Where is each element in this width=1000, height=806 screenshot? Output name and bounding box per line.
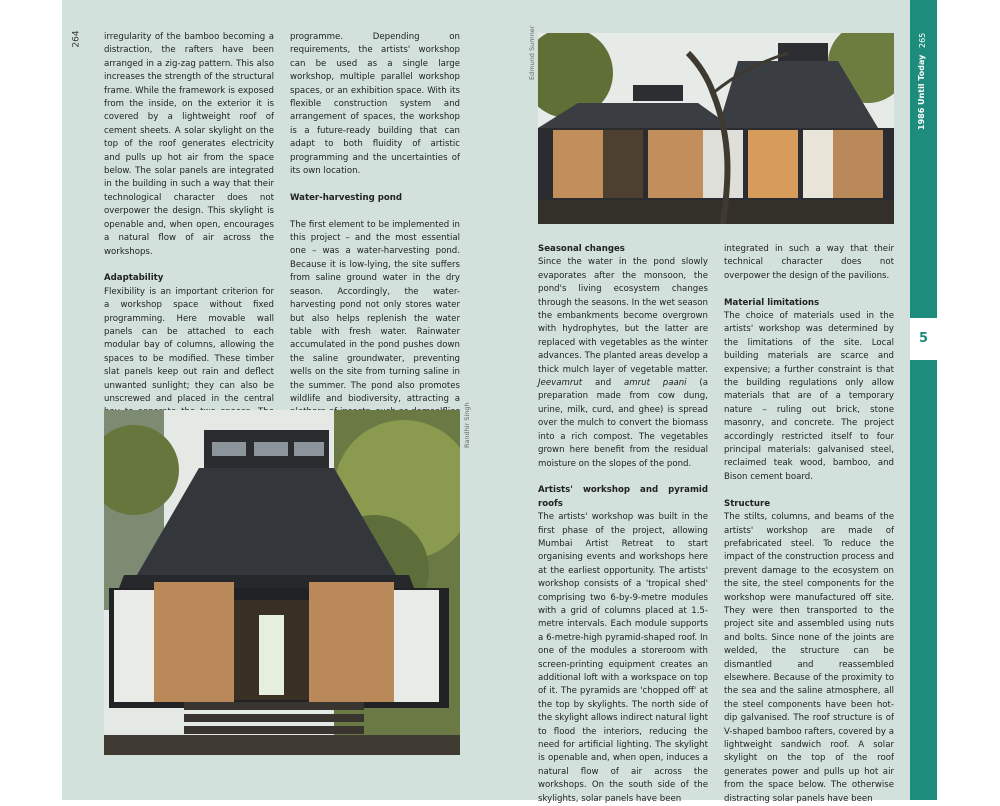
paragraph: programme. Depending on requirements, the artists' workshop can be used as a single large workshop, multiple parallel workshop spaces, or an exhibition space. With its flexible construction system and arrangement of spaces, the workshop is a future-ready building that can adapt to both fluidity of artistic programming and the uncertainties of its own location. [290,32,460,177]
text-column-4 [724,243,894,806]
term-jeevamrut: Jeevamrut [538,378,583,389]
paragraph: integrated in such a way that their technical character does not overpower the design of the pavilions. [724,244,894,281]
heading-water-harvesting: Water-harvesting pond [290,192,403,203]
page-number-right: 265 [918,32,927,48]
text-column-3 [538,243,708,806]
paragraph: Flexibility is an important criterion for a workshop space without fixed programming. Here movable wall panels can be attached to each modular bay of columns, allowing the spaces to be modified. These timber slat panels keep out rain and deflect unwanted sunlight; they can also be unscrewed and placed in the central [104,286,274,404]
photo-credit-left: Randhir Singh [463,402,471,448]
photo-credit-right: Edmund Sumner [528,25,536,80]
page-number-left: 264 [71,30,82,48]
text-column-2 [290,31,460,447]
workshop-photo-side [538,33,894,224]
heading-material-limitations: Material limitations [724,297,820,308]
chapter-label: 1986 Until Today [917,54,926,130]
workshop-photo-front [104,410,460,755]
text-column-1 [104,31,274,460]
paragraph: Since the water in the pond slowly evaporates after the monsoon, the pond's living ecosystem changes through the seasons. In the wet season the embankments become overgrown with hydrophytes, but the latter are replaced with vegetables as the winter advances. The planted areas develop a thick mulch layer of vegetable matter. Jeevamrut and amrut paani (a preparation made from cow dung, urine, milk, curd, and ghee) is spread over the mulch to convert the biomass into a rich compost. The vegetables grown here benefit from the residual moisture on the slopes of the pond. [538,257,708,469]
term-amrut-paani: amrut paani [623,378,687,389]
paragraph: irregularity of the bamboo becoming a distraction, the rafters have been arranged in a zig-zag pattern. This also increases the strength of the structural frame. While the framework is exposed from the inside, on the exterior it is covered by a lightweight roof of cement sheets. A solar skylight on the top of the roof generates electricity and pulls up hot air from the space below. The solar panels are integrated in the building in such a way that their technological character does not overpower the design. This skylight is openable and, when open, encourages a natural flow of air across the workshops. [104,32,274,257]
paragraph: The artists' workshop was built in the first phase of the project, allowing Mumbai Artist Retreat to start organising events and workshops here at the earliest opportunity. The artists' workshop consists of a 'tropical shed' comprising two 6-by-9-metre modules with a grid of columns placed at 1.5-metre intervals. Each module supports a 6-metre-high pyramid-shaped roof. In one of the modules a storeroom with screen-printing equipment creates an additional loft with a workspace on top of it. The pyramids are 'chopped off' at the top by skylights. The north side of the skylight allows indirect natural light to flood the interiors, reducing the need for artificial lighting. The skylight is openable and, when open, induces a natural flow of air across the workshops. On the south side of the skylights, solar panels have been [538,512,709,804]
heading-seasonal-changes: Seasonal changes [538,244,625,254]
heading-adaptability: Adaptability [104,273,164,284]
paragraph: The choice of materials used in the artists' workshop was determined by the limitations of the site. Local building materials are scarce and expensive; a further constraint is that the building regulations only allow materials that are of a temporary nature – ruling out brick, stone masonry, and concrete. The project accordingly restricted itself to four principal materials: galvanised steel, reclaimed teak wood, bamboo, and Bison cement board. [724,311,894,482]
heading-artists-workshop: Artists' workshop and pyramid roofs [538,485,708,509]
heading-structure: Structure [724,498,771,509]
paragraph: The first element to be implemented in this project – and the most essential one – was a water-harvesting pond. Because it is low-lying, the site suffers from saline ground water in the dry season. Accordingly, the water-harvesting pond not only stores water but also helps replenish the water table with fresh water. Rainwater accumulated in the pond pushes down the saline groundwater, preventing wells on the site from turning saline in the summer. The pond also promotes wildlife and biodiversity, attracting a [290,219,460,404]
paragraph: The stilts, columns, and beams of the artists' workshop are made of prefabricated steel. To reduce the impact of the construction process and prevent damage to the ecosystem on the site, the steel components for the workshop were manufactured off site. They were then transported to the project site and assembled using nuts and bolts. Since none of the joints are welded, the structure can be dismantled and reassembled elsewhere. Because of the proximity to the sea and the saline atmosphere, all the steel components have been hot-dip galvanised. The roof structure is of V-shaped bamboo rafters, covered by a lightweight sandwich roof. A solar skylight on the top of the roof generates power and pulls up hot air from the space below. The otherwise distracting solar panels have been [724,512,894,804]
chapter-number: 5 [918,331,929,346]
